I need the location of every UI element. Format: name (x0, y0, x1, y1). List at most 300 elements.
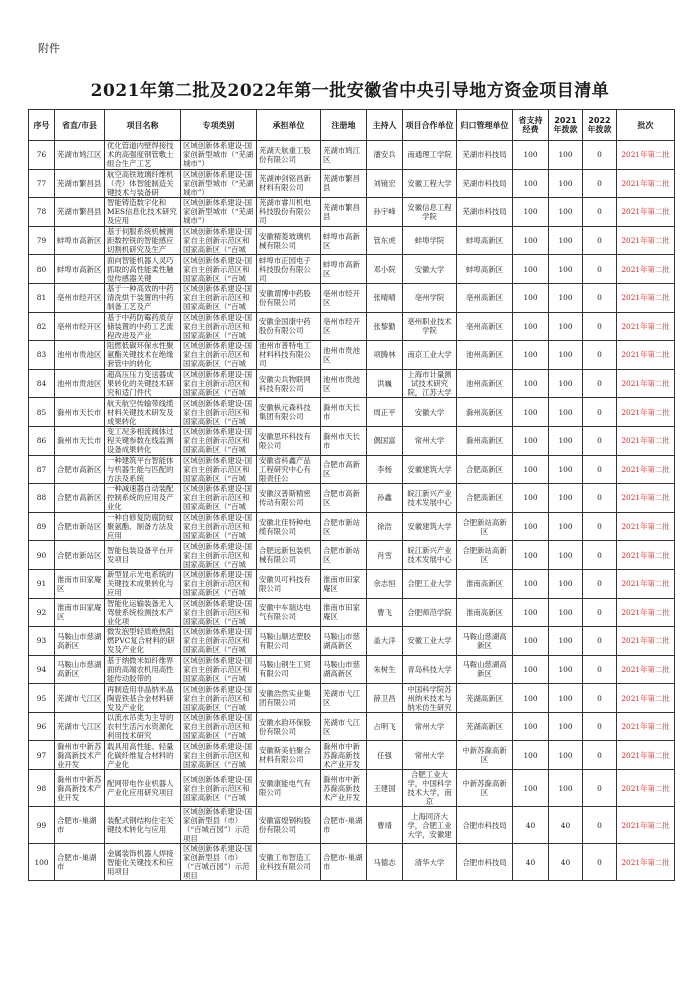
table-cell: 青岛科技大学 (403, 655, 457, 684)
table-cell: 区域创新体系建设-国家自主创新示范区和国家高新区（“百城 (181, 569, 257, 598)
table-cell: 蚌埠市高新区 (55, 255, 105, 284)
table-cell: 94 (29, 655, 55, 684)
table-cell: 区域创新体系建设-国家自主创新示范区和国家高新区（“百城 (181, 255, 257, 284)
table-cell: 合肥市科技局 (457, 844, 513, 881)
table-cell: 2021年第二批 (617, 512, 675, 541)
table-cell: 88 (29, 484, 55, 513)
table-cell: 亳州市经开区 (55, 283, 105, 312)
table-cell: 区域创新体系建设-国家自主创新示范区和国家高新区（“百城 (181, 484, 257, 513)
table-cell: 马德志 (367, 844, 403, 881)
table-header-row (29, 110, 675, 141)
table-cell: 装配式钢结构住宅关键技术转化与应用 (105, 807, 181, 844)
table-cell: 芜湖市鸠江区 (321, 141, 367, 170)
table-cell: 0 (583, 141, 617, 170)
table-row (29, 807, 675, 844)
table-cell: 100 (513, 312, 549, 341)
table-cell: 区域创新体系建设-国家创新型县（市）（“百城百园”）示范项目 (181, 844, 257, 881)
column-header: 省直/市县 (55, 110, 105, 141)
table-row (29, 541, 675, 570)
table-cell: 朱树生 (367, 655, 403, 684)
table-cell: 安徽精菱玻璃机械有限公司 (257, 226, 321, 255)
table-row (29, 455, 675, 484)
table-cell: 淮南市田家庵区 (55, 598, 105, 627)
table-cell: 滁州市天长市 (55, 398, 105, 427)
table-cell: 蚌埠市高新区 (321, 226, 367, 255)
table-cell: 亳州市经开区 (321, 312, 367, 341)
table-cell: 区域创新体系建设-国家自主创新示范区和国家高新区（“百城 (181, 655, 257, 684)
table-cell: 91 (29, 569, 55, 598)
table-cell: 0 (583, 655, 617, 684)
table-cell: 安徽浩然实业集团有限公司 (257, 684, 321, 713)
table-cell: 肖雪 (367, 541, 403, 570)
table-cell: 87 (29, 455, 55, 484)
table-cell: 93 (29, 627, 55, 656)
table-cell: 一种建筑平台智能体与机器生能与匹配的方法及系统 (105, 455, 181, 484)
table-cell: 芜湖神剑铭昌新材料有限公司 (257, 169, 321, 198)
table-cell: 2021年第二批 (617, 369, 675, 398)
table-cell: 100 (513, 341, 549, 370)
table-cell: 芜湖市弋江区 (55, 712, 105, 741)
table-cell: 2021年第二批 (617, 627, 675, 656)
table-cell: 区域创新体系建设-国家自主创新示范区和国家高新区（“百城 (181, 627, 257, 656)
table-cell: 100 (513, 398, 549, 427)
table-cell: 安徽汉普斯精密传动有限公司 (257, 484, 321, 513)
table-cell: 区域创新体系建设-国家自主创新示范区和国家高新区（“百城 (181, 741, 257, 770)
table-cell: 邓小院 (367, 255, 403, 284)
table-cell: 基于纳微米如纤维界面的高端农机用高性能传动胶带的 (105, 655, 181, 684)
table-cell: 基于伺服系统机械测距数控铣的智能感应切割机研究及生产 (105, 226, 181, 255)
table-cell: 合肥高新区 (457, 455, 513, 484)
table-cell: 2021年第二批 (617, 255, 675, 284)
table-cell: 安徽贝可科技有限公司 (257, 569, 321, 598)
table-cell: 0 (583, 484, 617, 513)
table-cell: 滁州市中新苏滁高新技术产业开发 (55, 741, 105, 770)
table-cell: 再制造用非晶纳米晶陶瓷铁基合金材料研发及产业化 (105, 684, 181, 713)
table-cell: 0 (583, 169, 617, 198)
table-cell: 100 (549, 455, 583, 484)
table-cell: 合肥市新站区 (321, 541, 367, 570)
table-cell: 100 (549, 312, 583, 341)
table-cell: 亳州学院 (403, 283, 457, 312)
table-cell: 池州市普特电工材料科技有限公司 (257, 341, 321, 370)
table-cell: 78 (29, 198, 55, 227)
table-cell: 安徽北佳特种电缆有限公司 (257, 512, 321, 541)
table-cell: 100 (513, 684, 549, 713)
table-cell: 区域创新体系建设-国家创新型城市（“芜湖城市”） (181, 198, 257, 227)
table-cell: 84 (29, 369, 55, 398)
table-row (29, 226, 675, 255)
table-cell: 0 (583, 569, 617, 598)
table-cell: 100 (549, 226, 583, 255)
table-row (29, 598, 675, 627)
table-cell: 合肥工业大学，中国科学技术大学，南京 (403, 770, 457, 807)
table-cell: 偶国富 (367, 426, 403, 455)
table-cell: 亳州市经开区 (321, 283, 367, 312)
table-row (29, 426, 675, 455)
table-cell: 滁州市中新苏滁高新技术产业开发 (321, 770, 367, 807)
table-cell: 安徽工程大学 (403, 169, 457, 198)
table-row (29, 569, 675, 598)
table-cell: 40 (549, 844, 583, 881)
table-cell: 安徽省科鑫产品工程研究中心有限责任公 (257, 455, 321, 484)
table-cell: 100 (549, 169, 583, 198)
table-cell: 0 (583, 426, 617, 455)
table-cell: 亳州市经开区 (55, 312, 105, 341)
table-cell: 马鞍山钢生工贸有限公司 (257, 655, 321, 684)
table-cell: 载具用高性能、轻量化碳纤维复合材料的产业化 (105, 741, 181, 770)
table-cell: 清华大学 (403, 844, 457, 881)
table-cell: 100 (513, 770, 549, 807)
table-cell: 100 (513, 712, 549, 741)
table-cell: 0 (583, 712, 617, 741)
table-row (29, 684, 675, 713)
table-cell: 安徽康能电气有限公司 (257, 770, 321, 807)
table-cell: 合肥市-巢湖市 (321, 844, 367, 881)
table-cell: 2021年第二批 (617, 541, 675, 570)
table-cell: 芜湖市科技局 (457, 198, 513, 227)
table-cell: 100 (513, 198, 549, 227)
table-cell: 区域创新体系建设-国家自主创新示范区和国家高新区（“百城 (181, 341, 257, 370)
table-cell: 100 (549, 141, 583, 170)
table-cell: 0 (583, 198, 617, 227)
column-header: 2021年拨款 (549, 110, 583, 141)
table-cell: 100 (549, 484, 583, 513)
table-cell: 孙鑫 (367, 484, 403, 513)
table-cell: 0 (583, 684, 617, 713)
table-cell: 0 (583, 283, 617, 312)
table-cell: 区域创新体系建设-国家自主创新示范区和国家高新区（“百城 (181, 283, 257, 312)
table-cell: 0 (583, 341, 617, 370)
table-row (29, 283, 675, 312)
table-cell: 以流水吊类为主导的农村生活污水资源化利用技术研究 (105, 712, 181, 741)
table-cell: 王建国 (367, 770, 403, 807)
table-cell: 合肥市新站区 (55, 541, 105, 570)
table-cell: 100 (513, 598, 549, 627)
table-cell: 77 (29, 169, 55, 198)
table-cell: 0 (583, 512, 617, 541)
table-cell: 2021年第二批 (617, 141, 675, 170)
table-cell: 100 (549, 255, 583, 284)
table-cell: 0 (583, 541, 617, 570)
table-cell: 李杨 (367, 455, 403, 484)
table-cell: 100 (513, 283, 549, 312)
table-cell: 95 (29, 684, 55, 713)
table-cell: 淮南市田家庵区 (321, 569, 367, 598)
table-cell: 上海同济大学，合肥工业大学，安徽建 (403, 807, 457, 844)
table-cell: 安徽中车瑞达电气有限公司 (257, 598, 321, 627)
table-cell: 芜湖市弋江区 (55, 684, 105, 713)
table-cell: 2021年第二批 (617, 226, 675, 255)
table-cell: 40 (513, 807, 549, 844)
table-cell: 合肥市高新区 (55, 455, 105, 484)
table-cell: 100 (513, 655, 549, 684)
table-cell: 区域创新体系建设-国家自主创新示范区和国家高新区（“百城 (181, 455, 257, 484)
table-cell: 淮南市田家庵区 (321, 598, 367, 627)
table-row (29, 512, 675, 541)
table-cell: 芜湖市鸠江区 (55, 141, 105, 170)
table-cell: 曹飞 (367, 598, 403, 627)
table-cell: 2021年第二批 (617, 655, 675, 684)
table-cell: 98 (29, 770, 55, 807)
table-cell: 2021年第二批 (617, 426, 675, 455)
table-row (29, 198, 675, 227)
table-cell: 100 (513, 226, 549, 255)
table-row (29, 741, 675, 770)
table-row (29, 312, 675, 341)
table-cell: 南通理工学院 (403, 141, 457, 170)
table-cell: 马鞍山市慈湖高新区 (55, 627, 105, 656)
table-cell: 合肥远新包装机械有限公司 (257, 541, 321, 570)
table-cell: 0 (583, 312, 617, 341)
table-cell: 安徽尖兵物联网科技有限公司 (257, 369, 321, 398)
table-cell: 99 (29, 807, 55, 844)
table-cell: 2021年第二批 (617, 455, 675, 484)
table-cell: 100 (513, 426, 549, 455)
table-cell: 100 (513, 255, 549, 284)
table-cell: 安徽斯美伯聚合材料有限公司 (257, 741, 321, 770)
table-cell: 0 (583, 844, 617, 881)
table-cell: 蚌埠市高新区 (55, 226, 105, 255)
table-cell: 安徽水韵环保股份有限公司 (257, 712, 321, 741)
table-cell: 潘安兵 (367, 141, 403, 170)
table-cell: 100 (549, 398, 583, 427)
table-cell: 100 (513, 741, 549, 770)
table-cell: 区域创新体系建设-国家自主创新示范区和国家高新区（“百城 (181, 598, 257, 627)
table-cell: 100 (549, 512, 583, 541)
table-cell: 芜湖市弋江区 (321, 712, 367, 741)
table-cell: 常州大学 (403, 426, 457, 455)
table-cell: 2021年第二批 (617, 169, 675, 198)
table-cell: 2021年第二批 (617, 770, 675, 807)
table-cell: 亳州职业技术学院 (403, 312, 457, 341)
table-cell: 池州高新区 (457, 369, 513, 398)
table-cell: 芜湖市弋江区 (321, 684, 367, 713)
table-cell: 滁州市天长市 (55, 426, 105, 455)
table-row (29, 341, 675, 370)
table-cell: 区域创新体系建设-国家创新型城市（“芜湖城市”） (181, 169, 257, 198)
table-cell: 100 (513, 627, 549, 656)
table-cell: 合肥市高新区 (321, 484, 367, 513)
table-row (29, 627, 675, 656)
table-cell: 安徽枞元森科技集团有限公司 (257, 398, 321, 427)
table-cell: 82 (29, 312, 55, 341)
table-cell: 淮南高新区 (457, 598, 513, 627)
column-header: 序号 (29, 110, 55, 141)
table-cell: 安徽建筑大学 (403, 512, 457, 541)
table-cell: 池州市贵池区 (55, 341, 105, 370)
table-cell: 芜湖市科技局 (457, 141, 513, 170)
table-cell: 安徽谓博中药股份有限公司 (257, 283, 321, 312)
table-cell: 安徽金国康中药股份有限公司 (257, 312, 321, 341)
table-cell: 优化管道内壁焊接技术的高强度钢管敷土组合生产工艺 (105, 141, 181, 170)
table-cell: 2021年第二批 (617, 844, 675, 881)
table-cell: 芜湖市科技局 (457, 169, 513, 198)
table-cell: 2021年第二批 (617, 198, 675, 227)
table-cell: 100 (549, 198, 583, 227)
table-cell: 变工况多相流阀体过程关键参数在线监测设备成果转化 (105, 426, 181, 455)
table-cell: 上海市计量测试技术研究院，江苏大学 (403, 369, 457, 398)
table-cell: 合肥市新站区 (321, 512, 367, 541)
table-cell: 100 (549, 770, 583, 807)
table-cell: 芜湖市繁昌县 (55, 169, 105, 198)
table-cell: 40 (513, 844, 549, 881)
table-cell: 余志恒 (367, 569, 403, 598)
table-cell: 40 (549, 807, 583, 844)
table-cell: 89 (29, 512, 55, 541)
table-cell: 100 (29, 844, 55, 881)
table-cell: 淮南高新区 (457, 569, 513, 598)
table-cell: 100 (549, 598, 583, 627)
table-cell: 马鞍山市慈湖高新区 (55, 655, 105, 684)
table-cell: 96 (29, 712, 55, 741)
table-cell: 2021年第二批 (617, 484, 675, 513)
table-cell: 马鞍山市慈湖高新区 (321, 655, 367, 684)
table-cell: 90 (29, 541, 55, 570)
table-cell: 2021年第二批 (617, 807, 675, 844)
table-cell: 占明飞 (367, 712, 403, 741)
table-cell: 蚌埠市高新区 (321, 255, 367, 284)
table-cell: 芜湖天航重工股份有限公司 (257, 141, 321, 170)
table-cell: 中新苏滁高新区 (457, 770, 513, 807)
column-header: 主持人 (367, 110, 403, 141)
table-cell: 合肥工业大学 (403, 569, 457, 598)
table-cell: 徐浩 (367, 512, 403, 541)
table-cell: 安徽思环科技有限公司 (257, 426, 321, 455)
column-header: 2022年拨款 (583, 110, 617, 141)
table-cell: 0 (583, 455, 617, 484)
column-header: 项目合作单位 (403, 110, 457, 141)
table-cell: 85 (29, 398, 55, 427)
table-cell: 81 (29, 283, 55, 312)
table-cell: 2021年第二批 (617, 684, 675, 713)
table-cell: 合肥新站高新区 (457, 541, 513, 570)
table-cell: 蚌埠高新区 (457, 226, 513, 255)
table-cell: 航天航空传输带线缆材料关键技术研发及成果转化 (105, 398, 181, 427)
attachment-label: 附件 (38, 42, 60, 55)
table-cell: 76 (29, 141, 55, 170)
table-cell: 区域创新体系建设-国家自主创新示范区和国家高新区（“百城 (181, 369, 257, 398)
table-cell: 池州市贵池区 (55, 369, 105, 398)
table-cell: 蚌埠市正园电子科技股份有限公司 (257, 255, 321, 284)
table-cell: 区域创新体系建设-国家自主创新示范区和国家高新区（“百城 (181, 712, 257, 741)
table-cell: 任强 (367, 741, 403, 770)
table-cell: 100 (549, 541, 583, 570)
column-header: 批次 (617, 110, 675, 141)
table-cell: 100 (549, 426, 583, 455)
table-cell: 0 (583, 226, 617, 255)
table-row (29, 369, 675, 398)
table-cell: 83 (29, 341, 55, 370)
table-cell: 79 (29, 226, 55, 255)
table-row (29, 712, 675, 741)
table-row (29, 484, 675, 513)
table-cell: 区域创新体系建设-国家自主创新示范区和国家高新区（“百城 (181, 426, 257, 455)
table-cell: 区域创新体系建设-国家自主创新示范区和国家高新区（“百城 (181, 512, 257, 541)
table-cell: 100 (549, 369, 583, 398)
table-cell: 芜湖市繁昌县 (321, 169, 367, 198)
table-cell: 新型显示光电系统的关键技术成果转化与应用 (105, 569, 181, 598)
table-cell: 微发泡型轻质绝热阻燃PVC复合材料的研发及产业化 (105, 627, 181, 656)
table-cell: 0 (583, 741, 617, 770)
table-cell: 安徽工布智造工业科技有限公司 (257, 844, 321, 881)
table-cell: 智能化运输装备无人驾驶系统检测技术产业化项 (105, 598, 181, 627)
table-cell: 合肥市-巢湖市 (55, 807, 105, 844)
table-cell: 常州大学 (403, 741, 457, 770)
table-cell: 100 (513, 141, 549, 170)
table-cell: 区域创新体系建设-国家自主创新示范区和国家高新区（“百城 (181, 684, 257, 713)
table-cell: 合肥师范学院 (403, 598, 457, 627)
table-cell: 常州大学 (403, 712, 457, 741)
table-cell: 安徽工业大学 (403, 627, 457, 656)
table-cell: 基于中药防霉药质存储装置的中药工艺流程改进及产业 (105, 312, 181, 341)
table-cell: 区域创新体系建设-国家创新型县（市）（“百城百园”）示范项目 (181, 807, 257, 844)
table-cell: 马鞍山顺达塑胶有限公司 (257, 627, 321, 656)
table-cell: 芜湖市繁昌县 (321, 198, 367, 227)
table-cell: 皖江新兴产业技术发展中心 (403, 541, 457, 570)
table-cell: 刘镜宏 (367, 169, 403, 198)
table-cell: 基于一种高效的中药清洗烘干装置的中药制备工艺及产 (105, 283, 181, 312)
table-cell: 0 (583, 807, 617, 844)
table-cell: 2021年第二批 (617, 569, 675, 598)
table-cell: 合肥市高新区 (55, 484, 105, 513)
table-cell: 孙宇峰 (367, 198, 403, 227)
table-cell: 洪巍 (367, 369, 403, 398)
table-cell: 100 (549, 712, 583, 741)
table-cell: 盖大洋 (367, 627, 403, 656)
table-cell: 2021年第二批 (617, 741, 675, 770)
table-cell: 合肥市-巢湖市 (55, 844, 105, 881)
table-cell: 100 (549, 741, 583, 770)
table-cell: 一种减速器自动装配控制系统的应用及产业化 (105, 484, 181, 513)
table-cell: 0 (583, 398, 617, 427)
table-cell: 亳州高新区 (457, 312, 513, 341)
project-table (28, 109, 675, 881)
table-cell: 芜湖市繁昌县 (55, 198, 105, 227)
table-cell: 滁州市中新苏滁高新技术产业开发 (321, 741, 367, 770)
table-cell: 滁州市中新苏滁高新技术产业开发 (55, 770, 105, 807)
table-cell: 100 (549, 655, 583, 684)
table-row (29, 141, 675, 170)
table-cell: 张黎勤 (367, 312, 403, 341)
table-cell: 中国科学院苏州纳米技术与纳米仿生研究 (403, 684, 457, 713)
table-cell: 曹靖 (367, 807, 403, 844)
table-cell: 100 (513, 369, 549, 398)
table-cell: 一种自修复防腐防蚊聚氨酯、制备方法及应用 (105, 512, 181, 541)
table-cell: 智能铸造数字化和MES信息化技术研究及应用 (105, 198, 181, 227)
table-cell: 2021年第二批 (617, 312, 675, 341)
table-cell: 100 (513, 569, 549, 598)
table-cell: 80 (29, 255, 55, 284)
table-cell: 100 (513, 512, 549, 541)
table-cell: 蚌埠高新区 (457, 255, 513, 284)
table-cell: 合肥新站高新区 (457, 512, 513, 541)
column-header: 专项类别 (181, 110, 257, 141)
table-cell: 安徽大学 (403, 255, 457, 284)
table-cell: 100 (549, 341, 583, 370)
table-row (29, 844, 675, 881)
table-cell: 池州高新区 (457, 341, 513, 370)
page-title: 2021年第二批及2022年第一批安徽省中央引导地方资金项目清单 (90, 81, 610, 101)
table-row (29, 255, 675, 284)
column-header: 归口管理单位 (457, 110, 513, 141)
table-cell: 区域创新体系建设-国家自主创新示范区和国家高新区（“百城 (181, 770, 257, 807)
table-cell: 0 (583, 369, 617, 398)
table-cell: 池州市贵池区 (321, 369, 367, 398)
table-cell: 亳州高新区 (457, 283, 513, 312)
table-cell: 区域创新体系建设-国家自主创新示范区和国家高新区（“百城 (181, 226, 257, 255)
table-cell: 芜湖市睿川机电科技股份有限公司 (257, 198, 321, 227)
table-cell: 皖江新兴产业技术发展中心 (403, 484, 457, 513)
